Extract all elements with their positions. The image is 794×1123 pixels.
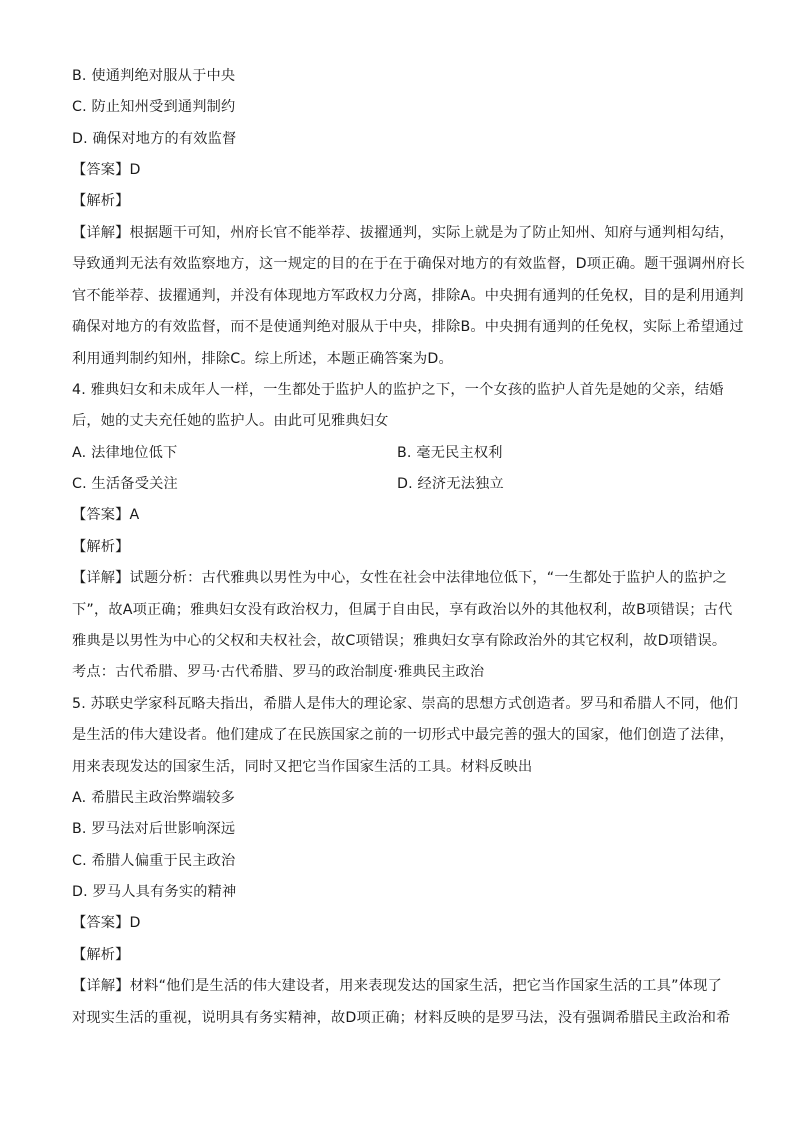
q3-detail-line: 确保对地方的有效监督，而不是使通判绝对服从于中央，排除B。中央拥有通判的任免权，实际上希望通过 (72, 319, 744, 335)
q5-stem-line: 用来表现发达的国家生活，同时又把它当作国家生活的工具。材料反映出 (72, 759, 533, 775)
q5-analysis-label: 【解析】 (72, 947, 130, 963)
q5-option-c: C. 希腊人偏重于民主政治 (72, 853, 236, 869)
q4-stem-line: 后，她的丈夫充任她的监护人。由此可见雅典妇女 (72, 413, 389, 429)
q4-option-b: B. 毫无民主权利 (397, 445, 503, 461)
q5-option-a: A. 希腊民主政治弊端较多 (72, 790, 235, 806)
q5-detail-line: 【详解】材料“他们是生活的伟大建设者，用来表现发达的国家生活，把它当作国家生活的工具”体现了 (72, 978, 722, 994)
q4-detail-line: 下”，故A项正确；雅典妇女没有政治权力，但属于自由民，享有政治以外的其他权利，故B项错误；古代 (72, 602, 733, 618)
q5-stem-line: 5. 苏联史学家科瓦略夫指出，希腊人是伟大的理论家、崇高的思想方式创造者。罗马和希腊人不同，他们 (72, 696, 739, 712)
q5-answer: 【答案】D (72, 915, 141, 931)
q4-stem-line: 4. 雅典妇女和未成年人一样，一生都处于监护人的监护之下，一个女孩的监护人首先是她的父亲，结婚 (72, 382, 724, 398)
q4-answer: 【答案】A (72, 507, 140, 523)
q4-detail-line: 雅典是以男性为中心的父权和夫权社会，故C项错误；雅典妇女享有除政治外的其它权利，故D项错误。 (72, 633, 727, 649)
q3-option-d: D. 确保对地方的有效监督 (72, 131, 237, 147)
q3-analysis-label: 【解析】 (72, 193, 130, 209)
q3-detail-line: 导致通判无法有效监察地方，这一规定的目的在于在于确保对地方的有效监督，D项正确。题干强调州府长 (72, 256, 745, 272)
q4-kaodian: 考点：古代希腊、罗马·古代希腊、罗马的政治制度·雅典民主政治 (72, 664, 485, 680)
q3-detail-line: 官不能举荐、拔擢通判，并没有体现地方军政权力分离，排除A。中央拥有通判的任免权，目的是利用通判 (72, 288, 744, 304)
q4-option-c: C. 生活备受关注 (72, 476, 178, 492)
q5-option-b: B. 罗马法对后世影响深远 (72, 821, 236, 837)
q5-stem-line: 是生活的伟大建设者。他们建成了在民族国家之前的一切形式中最完善的强大的国家，他们创造了法律， (72, 727, 734, 743)
q3-option-b: B. 使通判绝对服从于中央 (72, 68, 236, 84)
q5-detail-line: 对现实生活的重视，说明具有务实精神，故D项正确；材料反映的是罗马法，没有强调希腊民主政治和希 (72, 1010, 731, 1026)
q3-detail-line: 利用通判制约知州，排除C。综上所述，本题正确答案为D。 (72, 351, 453, 367)
q3-option-c: C. 防止知州受到通判制约 (72, 99, 236, 115)
q4-option-d: D. 经济无法独立 (397, 476, 504, 492)
q3-answer: 【答案】D (72, 162, 141, 178)
q4-detail-line: 【详解】试题分析：古代雅典以男性为中心，女性在社会中法律地位低下，“一生都处于监护人的监护之 (72, 570, 727, 586)
q5-option-d: D. 罗马人具有务实的精神 (72, 884, 237, 900)
q4-option-a: A. 法律地位低下 (72, 445, 178, 461)
q3-detail-line: 【详解】根据题干可知，州府长官不能举荐、拔擢通判，实际上就是为了防止知州、知府与通判相勾结， (72, 225, 734, 241)
q4-analysis-label: 【解析】 (72, 539, 130, 555)
